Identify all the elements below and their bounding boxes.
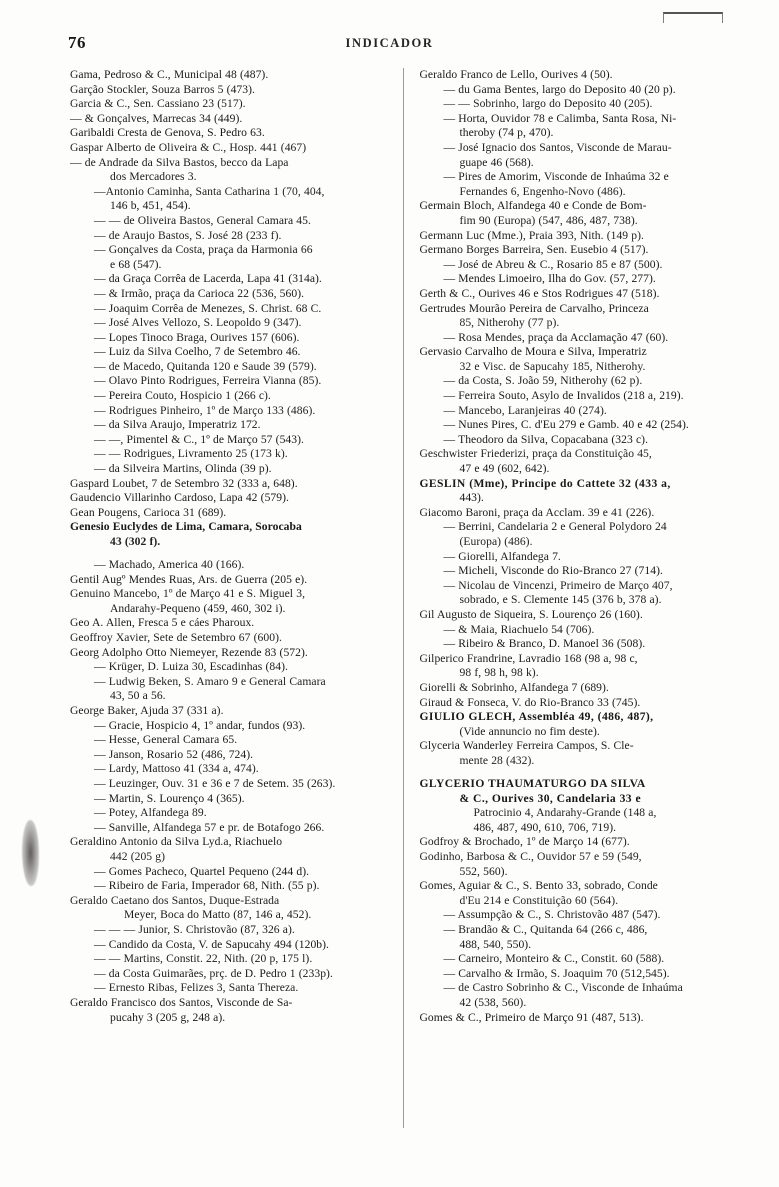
directory-entry-right-line: Giorelli & Sobrinho, Alfandega 7 (689). (419, 680, 609, 694)
directory-entry-left-line: — Luiz da Silva Coelho, 7 de Setembro 46. (94, 345, 301, 359)
directory-entry-right-line: — Nicolau de Vincenzi, Primeiro de Março 407, (443, 578, 673, 592)
directory-entry-left-line: Garibaldi Cresta de Genova, S. Pedro 63. (70, 126, 265, 140)
directory-entry-right-line: Fernandes 6, Engenho-Novo (486). (459, 184, 626, 198)
directory-entry-left-line: — Ernesto Ribas, Felizes 3, Santa Thereza. (94, 981, 299, 995)
directory-entry-right-line: (Vide annuncio no fim deste). (459, 724, 600, 738)
directory-entry-right-line: Gomes, Aguiar & C., S. Bento 33, sobrado, Conde (419, 879, 658, 893)
directory-entry-left-line: — Martin, S. Lourenço 4 (365). (94, 791, 245, 805)
directory-entry-right-line: GESLIN (Mme), Principe do Cattete 32 (433 a, (419, 476, 671, 490)
directory-entry-left-line: — Gonçalves da Costa, praça da Harmonia 66 (94, 243, 313, 257)
directory-entry-right-line: — Rosa Mendes, praça da Acclamação 47 (60). (443, 330, 669, 344)
directory-entry-right-line: — de Castro Sobrinho & C., Visconde de Inhaúma (443, 981, 683, 995)
directory-entry-right-line: 98 f, 98 h, 98 k). (459, 666, 539, 680)
directory-entry-left-line: Gentil Augº Mendes Ruas, Ars. de Guerra (205 e). (70, 572, 308, 586)
directory-entry-left-line: Gaudencio Villarinho Cardoso, Lapa 42 (579). (70, 491, 289, 505)
directory-entry-left-line: 43 (302 f). (110, 535, 161, 548)
directory-entry-left-line: pucahy 3 (205 g, 248 a). (110, 1010, 226, 1024)
directory-entry-left-line: — Hesse, General Camara 65. (94, 733, 238, 747)
directory-entry-right-line: — du Gama Bentes, largo do Deposito 40 (20 p). (443, 82, 676, 96)
directory-entry-right-line: Gomes & C., Primeiro de Março 91 (487, 513). (419, 1010, 644, 1024)
directory-entry-right-line: — — Sobrinho, largo do Deposito 40 (205). (443, 97, 653, 111)
directory-entry-left-line: Gama, Pedroso & C., Municipal 48 (487). (70, 68, 269, 81)
directory-entry-left-line: Geraldo Caetano dos Santos, Duque-Estrada (70, 893, 280, 907)
page-corner-mark (663, 12, 723, 23)
directory-entry-right-line: — Giorelli, Alfandega 7. (443, 549, 561, 563)
directory-entry-right-line: 488, 540, 550). (459, 937, 532, 951)
directory-entry-left-line: — Krüger, D. Luiza 30, Escadinhas (84). (94, 660, 288, 674)
directory-entry-left-line: — Gracie, Hospicio 4, 1º andar, fundos (93). (94, 718, 306, 732)
directory-entry-right-line: — Horta, Ouvidor 78 e Calimba, Santa Rosa, Ni- (443, 111, 677, 125)
directory-entry-left-line: Geo A. Allen, Fresca 5 e cáes Pharoux. (70, 616, 255, 630)
directory-entry-right-line: — José de Abreu & C., Rosario 85 e 87 (500). (443, 257, 663, 271)
directory-entry-right-line: GLYCERIO THAUMATURGO DA SILVA (419, 777, 646, 790)
directory-entry-left-line: Garção Stockler, Souza Barros 5 (473). (70, 82, 255, 96)
directory-entry-left-line: — — de Oliveira Bastos, General Camara 45. (94, 213, 311, 227)
directory-entry-left-line: — Sanville, Alfandega 57 e pr. de Botafogo 266. (94, 820, 325, 834)
directory-entry-right-line: Geraldo Franco de Lello, Ourives 4 (50). (419, 68, 613, 81)
directory-entry-right-line: Geschwister Friederizi, praça da Constituição 45, (419, 447, 652, 461)
directory-entry-right-line: Gil Augusto de Siqueira, S. Lourenço 26 (160). (419, 607, 643, 621)
directory-entry-left-line: Garcia & C., Sen. Cassiano 23 (517). (70, 97, 246, 111)
directory-entry-left-line: e 68 (547). (110, 257, 162, 271)
directory-entry-left-line: — da Graça Corrêa de Lacerda, Lapa 41 (314a). (94, 272, 322, 286)
directory-entry-left-line: — Lardy, Mattoso 41 (334 a, 474). (94, 762, 259, 776)
directory-entry-right-line: 486, 487, 490, 610, 706, 719). (473, 820, 617, 834)
directory-entry-left-line: Genuino Mancebo, 1º de Março 41 e S. Miguel 3, (70, 587, 306, 601)
directory-entry-left-line: — Lopes Tinoco Braga, Ourives 157 (606). (94, 330, 300, 344)
directory-entry-left-line: George Baker, Ajuda 37 (331 a). (70, 704, 224, 718)
directory-entry-left-line: — — — Junior, S. Christovão (87, 326 a). (94, 922, 295, 936)
directory-entry-right-line: — Ribeiro & Branco, D. Manoel 36 (508). (443, 637, 646, 651)
directory-entry-right-line: — Assumpção & C., S. Christovão 487 (547). (443, 908, 661, 922)
directory-entry-left-line: — Machado, America 40 (166). (94, 558, 245, 572)
directory-entry-left-line: — de Araujo Bastos, S. José 28 (233 f). (94, 228, 282, 242)
directory-entry-left-line: — Potey, Alfandega 89. (94, 806, 207, 820)
directory-entry-right-line: sobrado, e S. Clemente 145 (376 b, 378 a). (459, 593, 662, 607)
directory-entry-left-line: — —, Pimentel & C., 1º de Março 57 (543). (94, 432, 304, 446)
directory-entry-right-line: theroby (74 p, 470). (459, 126, 554, 140)
directory-entry-left-line: Andarahy-Pequeno (459, 460, 302 i). (110, 601, 286, 615)
directory-entry-left-line: Gaspard Loubet, 7 de Setembro 32 (333 a, 648). (70, 476, 298, 490)
directory-entry-left-line: — Ribeiro de Faria, Imperador 68, Nith. (55 p). (94, 879, 320, 893)
directory-entry-right-line: — Ferreira Souto, Asylo de Invalidos (218 a, 219). (443, 389, 684, 403)
directory-entry-left-line: Geraldo Francisco dos Santos, Visconde de Sa- (70, 995, 293, 1009)
directory-entry-right-line: 443). (459, 491, 484, 505)
directory-entry-left-line: Georg Adolpho Otto Niemeyer, Rezende 83 (572). (70, 645, 308, 659)
scan-thumb-smudge (22, 820, 39, 886)
directory-entry-left-line: Gean Pougens, Carioca 31 (689). (70, 505, 227, 519)
directory-entry-right-line: — Micheli, Visconde do Rio-Branco 27 (714). (443, 564, 663, 578)
directory-entry-left-line: — Joaquim Corrêa de Menezes, S. Christ. 68 C. (94, 301, 322, 315)
directory-entry-right-line: Germann Luc (Mme.), Praia 393, Nith. (149 p). (419, 228, 645, 242)
directory-entry-right-line: mente 28 (432). (459, 753, 535, 767)
directory-entry-right-line: GIULIO GLECH, Assembléa 49, (486, 487), (419, 710, 654, 724)
directory-entry-right-line: Godfroy & Brochado, 1º de Março 14 (677). (419, 835, 630, 849)
directory-entry-right-line: Germano Borges Barreira, Sen. Eusebio 4 (517). (419, 243, 649, 257)
directory-entry-left-line: — Pereira Couto, Hospicio 1 (266 c). (94, 389, 271, 403)
directory-entry-right-line: — da Costa, S. João 59, Nitherohy (62 p). (443, 374, 643, 388)
directory-entry-left-line: — da Costa Guimarães, prç. de D. Pedro 1 (233p). (94, 966, 333, 980)
directory-column-right (403, 68, 722, 1128)
directory-entry-right-line: Godinho, Barbosa & C., Ouvidor 57 e 59 (549, (419, 849, 642, 863)
directory-entry-right-line: 42 (538, 560). (459, 995, 527, 1009)
directory-entry-right-line: 85, Nitherohy (77 p). (459, 316, 560, 330)
directory-entry-left-line: Geraldino Antonio da Silva Lyd.a, Riachuelo (70, 835, 283, 849)
directory-entry-right-line: 32 e Visc. de Sapucahy 185, Nitherohy. (459, 359, 646, 373)
directory-entry-left-line: — Candido da Costa, V. de Sapucahy 494 (120b). (94, 937, 329, 951)
directory-entry-right-line: — & Maia, Riachuelo 54 (706). (443, 622, 595, 636)
directory-entry-right-line: d'Eu 214 e Constituição 60 (564). (459, 893, 619, 907)
directory-entry-right-line: — Carneiro, Monteiro & C., Constit. 60 (588). (443, 952, 665, 966)
directory-entry-right-line: — Mancebo, Laranjeiras 40 (274). (443, 403, 607, 417)
directory-entry-left-line: Genesio Euclydes de Lima, Camara, Sorocaba (70, 520, 302, 534)
directory-entry-left-line: — Olavo Pinto Rodrigues, Ferreira Vianna (85). (94, 374, 322, 388)
directory-entry-left-line: — Janson, Rosario 52 (486, 724). (94, 747, 254, 761)
directory-entry-left-line: — de Macedo, Quitanda 120 e Saude 39 (579). (94, 359, 317, 373)
directory-entry-right-line: Gertrudes Mourão Pereira de Carvalho, Princeza (419, 301, 649, 315)
directory-entry-right-line: guape 46 (568). (459, 155, 534, 169)
running-head-title: INDICADOR (345, 36, 434, 50)
directory-entry-left-line: — & Irmão, praça da Carioca 22 (536, 560). (94, 286, 305, 300)
directory-entry-left-line: — da Silva Araujo, Imperatriz 172. (94, 418, 261, 432)
directory-entry-right-line: Germain Bloch, Alfandega 40 e Conde de Bom- (419, 199, 647, 213)
directory-entry-right-line: — Berrini, Candelaria 2 e General Polydoro 24 (443, 520, 667, 534)
directory-entry-left-line: — de Andrade da Silva Bastos, becco da Lapa (70, 155, 289, 169)
directory-entry-left-line: Geoffroy Xavier, Sete de Setembro 67 (600). (70, 631, 282, 645)
directory-entry-left-line: — & Gonçalves, Marrecas 34 (449). (70, 111, 243, 125)
directory-entry-right-line: Giacomo Baroni, praça da Acclam. 39 e 41 (226). (419, 505, 655, 519)
directory-entry-right-line: — Brandão & C., Quitanda 64 (266 c, 486, (443, 922, 648, 936)
directory-entry-right-line: & C., Ourives 30, Candelaria 33 e (459, 791, 642, 805)
page-folio-number: 76 (68, 33, 86, 52)
directory-entry-right-line: — Pires de Amorim, Visconde de Inhaúma 32 e (443, 170, 669, 184)
directory-entry-left-line: Meyer, Boca do Matto (87, 146 a, 452). (124, 908, 312, 922)
directory-entry-right-line: — Nunes Pires, C. d'Eu 279 e Gamb. 40 e 42 (254). (443, 418, 689, 432)
directory-entry-left-line: — José Alves Vellozo, S. Leopoldo 9 (347). (94, 316, 302, 330)
directory-entry-left-line: —Antonio Caminha, Santa Catharina 1 (70, 404, (94, 184, 325, 198)
directory-entry-left-line: — — Martins, Constit. 22, Nith. (20 p, 175 l). (94, 952, 313, 966)
directory-entry-left-line: Gaspar Alberto de Oliveira & C., Hosp. 441 (467) (70, 140, 307, 154)
page-header (0, 33, 779, 53)
directory-entry-right-line: Gerth & C., Ourives 46 e Stos Rodrigues 47 (518). (419, 286, 660, 300)
directory-entry-right-line: (Europa) (486). (459, 535, 533, 548)
directory-entry-right-line: Giraud & Fonseca, V. do Rio-Branco 33 (745). (419, 695, 641, 709)
directory-column-left (70, 68, 387, 1128)
directory-entry-right-line: Gervasio Carvalho de Moura e Silva, Imperatriz (419, 345, 647, 359)
directory-entry-left-line: — Ludwig Beken, S. Amaro 9 e General Camara (94, 674, 326, 688)
directory-entry-left-line: — Rodrigues Pinheiro, 1º de Março 133 (486). (94, 403, 316, 417)
directory-columns (70, 68, 722, 1128)
directory-entry-right-line: fim 90 (Europa) (547, 486, 487, 738). (459, 213, 638, 227)
directory-entry-right-line: Patrocinio 4, Andarahy-Grande (148 a, (473, 806, 657, 820)
directory-entry-left-line: dos Mercadores 3. (110, 170, 197, 184)
directory-entry-left-line: — Gomes Pacheco, Quartel Pequeno (244 d). (94, 864, 310, 878)
directory-entry-right-line: Glyceria Wanderley Ferreira Campos, S. Cle- (419, 739, 634, 753)
directory-entry-left-line: 43, 50 a 56. (110, 689, 166, 703)
directory-entry-right-line: 47 e 49 (602, 642). (459, 462, 550, 476)
directory-entry-left-line: 442 (205 g) (110, 849, 166, 863)
directory-entry-right-line: Gilperico Frandrine, Lavradio 168 (98 a, 98 c, (419, 651, 638, 665)
directory-entry-left-line: — da Silveira Martins, Olinda (39 p). (94, 462, 272, 476)
directory-entry-right-line: — Carvalho & Irmão, S. Joaquim 70 (512,545). (443, 966, 670, 980)
directory-entry-right-line: — José Ignacio dos Santos, Visconde de Marau- (443, 140, 672, 154)
directory-entry-left-line: 146 b, 451, 454). (110, 199, 191, 213)
directory-entry-right-line: 552, 560). (459, 864, 508, 878)
directory-entry-right-line: — Theodoro da Silva, Copacabana (323 c). (443, 432, 649, 446)
directory-entry-left-line: — Leuzinger, Ouv. 31 e 36 e 7 de Setem. 35 (263). (94, 777, 336, 790)
directory-entry-left-line: — — Rodrigues, Livramento 25 (173 k). (94, 447, 288, 461)
directory-entry-right-line: — Mendes Limoeiro, Ilha do Gov. (57, 277). (443, 272, 656, 286)
